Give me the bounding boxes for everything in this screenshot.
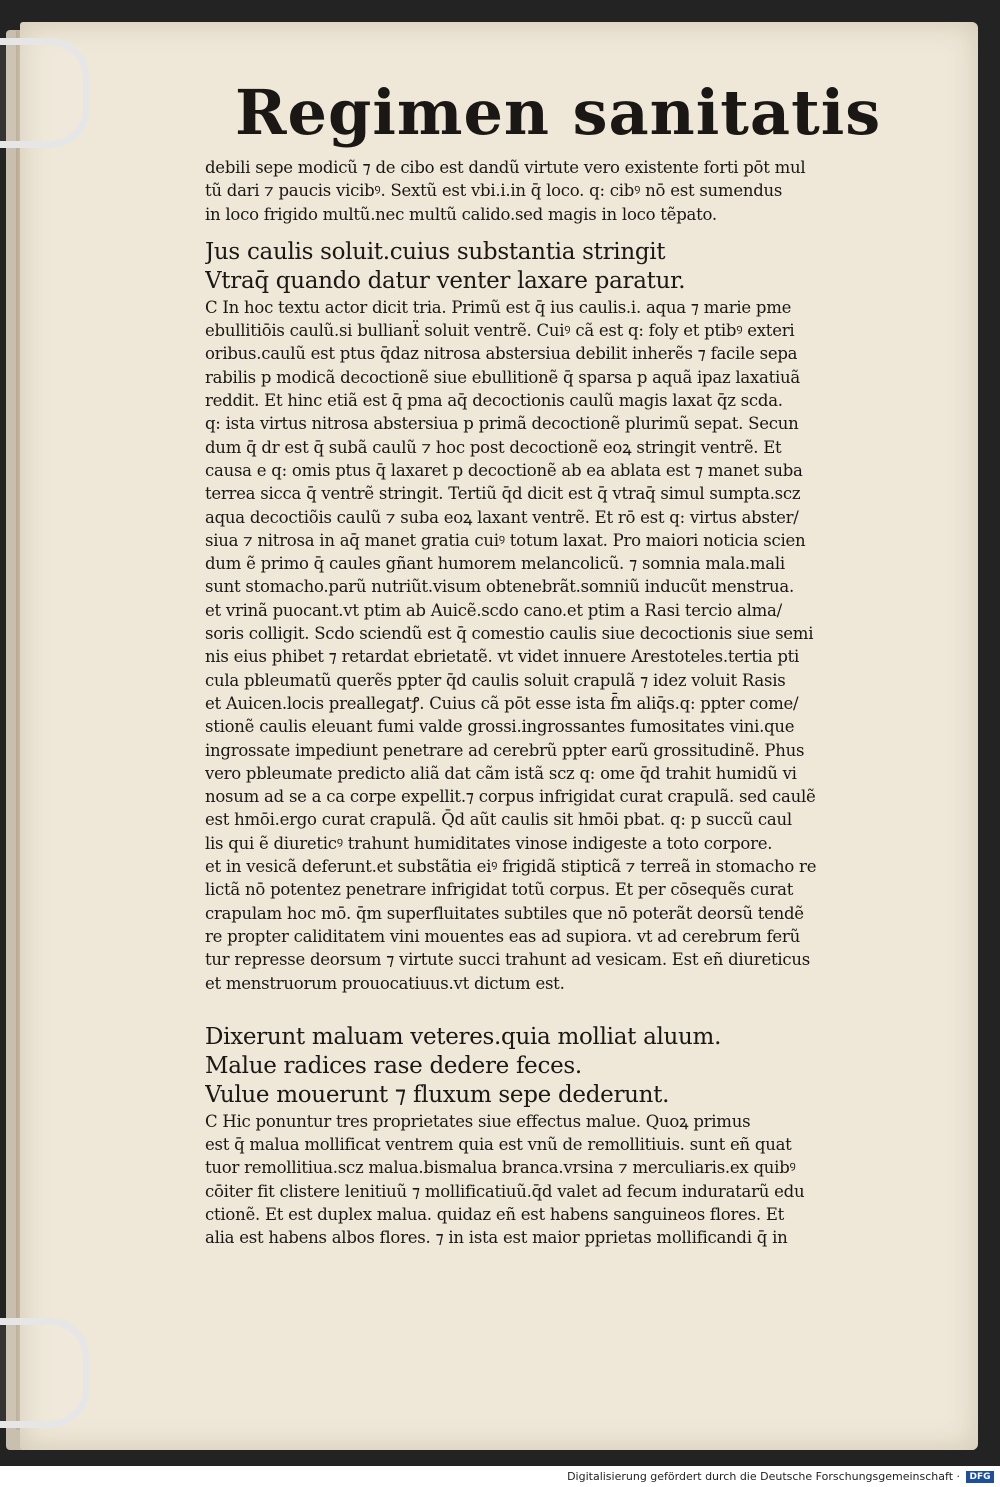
page-clip-top <box>0 38 90 148</box>
text-line: et vrinã puocant.vt ptim ab Auicẽ.scdo cano.et ptim a Rasi tercio alma/ <box>205 600 782 620</box>
text-line: et in vesicã deferunt.et substãtia eiꝰ frigidã stipticã ⁊ terreã in stomacho re <box>205 857 817 877</box>
text-line: ingrossate impediunt penetrare ad cerebrũ ppter earũ grossitudinẽ. Phus <box>205 740 805 760</box>
text-line: rabilis p modicã decoctionẽ siue ebullitionẽ q̄ sparsa p aquã ipaz laxatiuã <box>205 367 801 387</box>
text-line: oribus.caulũ est ptus q̄daz nitrosa abstersiua debilit inherẽs ⁊ facile sepa <box>205 344 798 364</box>
page-clip-bottom <box>0 1318 90 1428</box>
verse-line: Jus caulis soluit.cuius substantia stringit <box>205 238 666 265</box>
text-line: sunt stomacho.parũ nutriũt.visum obtenebrãt.somniũ inducũt menstrua. <box>205 577 794 597</box>
page-title: Regimen sanitatis <box>235 76 882 149</box>
text-line: alia est habens albos flores. ⁊ in ista est maior pprietas mollificandi q̄ in <box>205 1228 788 1248</box>
verse-line: Vulue mouerunt ⁊ fluxum sepe dederunt. <box>205 1081 670 1108</box>
text-line: cula pbleumatũ querẽs ppter q̄d caulis soluit crapulã ⁊ idez voluit Rasis <box>205 670 786 690</box>
text-line: stionẽ caulis eleuant fumi valde grossi.ingrossantes fumositates vini.que <box>205 717 795 737</box>
text-line: aqua decoctiõis caulũ ⁊ suba eoꝝ laxant ventrẽ. Et rō est q: virtus abster/ <box>205 507 799 527</box>
text-line: est q̄ malua mollificat ventrem quia est vnũ de remollitiuis. sunt eñ quat <box>205 1135 792 1155</box>
page-content <box>205 76 882 1250</box>
text-line: dum q̄ dr est q̄ subã caulũ ⁊ hoc post decoctionẽ eoꝝ stringit ventrẽ. Et <box>205 437 782 457</box>
commentary-paragraph-1 <box>205 296 875 995</box>
text-line: crapulam hoc mō. q̄m superfluitates subtiles que nō poterãt deorsũ tendẽ <box>205 903 804 923</box>
funding-notice: Digitalisierung gefördert durch die Deutsche Forschungsgemeinschaft · <box>567 1470 960 1483</box>
text-line: q: ista virtus nitrosa abstersiua p primã decoctionẽ plurimũ sepat. Secun <box>205 414 799 434</box>
text-line: et Auicen.locis preallegatꝭ. Cuius cã pōt esse ista f̄m aliq̄s.q: ppter come/ <box>205 693 799 713</box>
verse-line: Vtraq̄ quando datur venter laxare paratur. <box>205 267 686 294</box>
text-line: et menstruorum prouocatiuus.vt dictum est. <box>205 973 565 993</box>
text-line: C In hoc textu actor dicit tria. Primũ est q̄ ius caulis.i. aqua ⁊ marie pme <box>205 297 792 317</box>
intro-paragraph <box>205 156 875 226</box>
text-line: re propter caliditatem vini mouentes eas ad supiora. vt ad cerebrum ferũ <box>205 926 800 946</box>
text-line: nosum ad se a ca corpe expellit.⁊ corpus infrigidat curat crapulã. sed caulẽ <box>205 787 816 807</box>
verse-block-1 <box>205 238 875 296</box>
text-line: nis eius phibet ⁊ retardat ebrietatẽ. vt videt innuere Arestoteles.tertia pti <box>205 647 800 667</box>
commentary-paragraph-2 <box>205 1110 875 1250</box>
text-line: vero pbleumate predicto aliã dat cãm istã scz q: ome q̄d trahit humidũ vi <box>205 763 797 783</box>
text-line: causa e q: omis ptus q̄ laxaret p decoctionẽ ab ea ablata est ⁊ manet suba <box>205 460 803 480</box>
dfg-logo: DFG <box>966 1471 994 1483</box>
text-line: reddit. Et hinc etiã est q̄ pma aq̄ decoctionis caulũ magis laxat q̄z scda. <box>205 391 783 411</box>
text-line: C Hic ponuntur tres proprietates siue effectus malue. Quoꝝ primus <box>205 1111 751 1131</box>
text-line: soris colligit. Scdo sciendũ est q̄ comestio caulis siue decoctionis siue semi <box>205 624 814 644</box>
text-line: tur represse deorsum ⁊ virtute succi trahunt ad vesicam. Est eñ diureticus <box>205 950 810 970</box>
text-line: lis qui ẽ diureticꝰ trahunt humiditates vinose indigeste a toto corpore. <box>205 833 773 853</box>
text-line: lictã nō potentez penetrare infrigidat totũ corpus. Et per cōsequẽs curat <box>205 880 794 900</box>
text-line: ebullitiōis caulũ.si bullianẗ soluit ventrẽ. Cuiꝰ cã est q: foly et ptibꝰ exteri <box>205 321 795 341</box>
text-line: tũ dari ⁊ paucis vicibꝰ. Sextũ est vbi.i.in q̄ loco. q: cibꝰ nō est sumendus <box>205 181 783 201</box>
verse-line: Dixerunt maluam veteres.quia molliat aluum. <box>205 1023 722 1050</box>
text-line: siua ⁊ nitrosa in aq̄ manet gratia cuiꝰ totum laxat. Pro maiori noticia scien <box>205 530 806 550</box>
footer-bar <box>0 1466 1000 1487</box>
text-line: in loco frigido multũ.nec multũ calido.sed magis in loco tẽpato. <box>205 204 717 224</box>
text-line: cōiter fit clistere lenitiuũ ⁊ mollificatiuũ.q̄d valet ad fecum induratarũ edu <box>205 1181 805 1201</box>
text-line: est hmōi.ergo curat crapulã. Q̄d aũt caulis sit hmōi pbat. q: p succũ caul <box>205 810 792 830</box>
text-line: ctionẽ. Et est duplex malua. quidaz eñ est habens sanguineos flores. Et <box>205 1204 785 1224</box>
text-line: terrea sicca q̄ ventrẽ stringit. Tertiũ q̄d dicit est q̄ vtraq̄ simul sumpta.scz <box>205 484 801 504</box>
text-line: dum ẽ primo q̄ caules gñant humorem melancolicũ. ⁊ somnia mala.mali <box>205 554 785 574</box>
text-line: tuor remollitiua.scz malua.bismalua branca.vrsina ⁊ merculiaris.ex quibꝰ <box>205 1158 796 1178</box>
text-line: debili sepe modicũ ⁊ de cibo est dandũ virtute vero existente forti pōt mul <box>205 158 806 177</box>
verse-block-2 <box>205 1023 875 1110</box>
verse-line: Malue radices rase dedere feces. <box>205 1052 582 1079</box>
